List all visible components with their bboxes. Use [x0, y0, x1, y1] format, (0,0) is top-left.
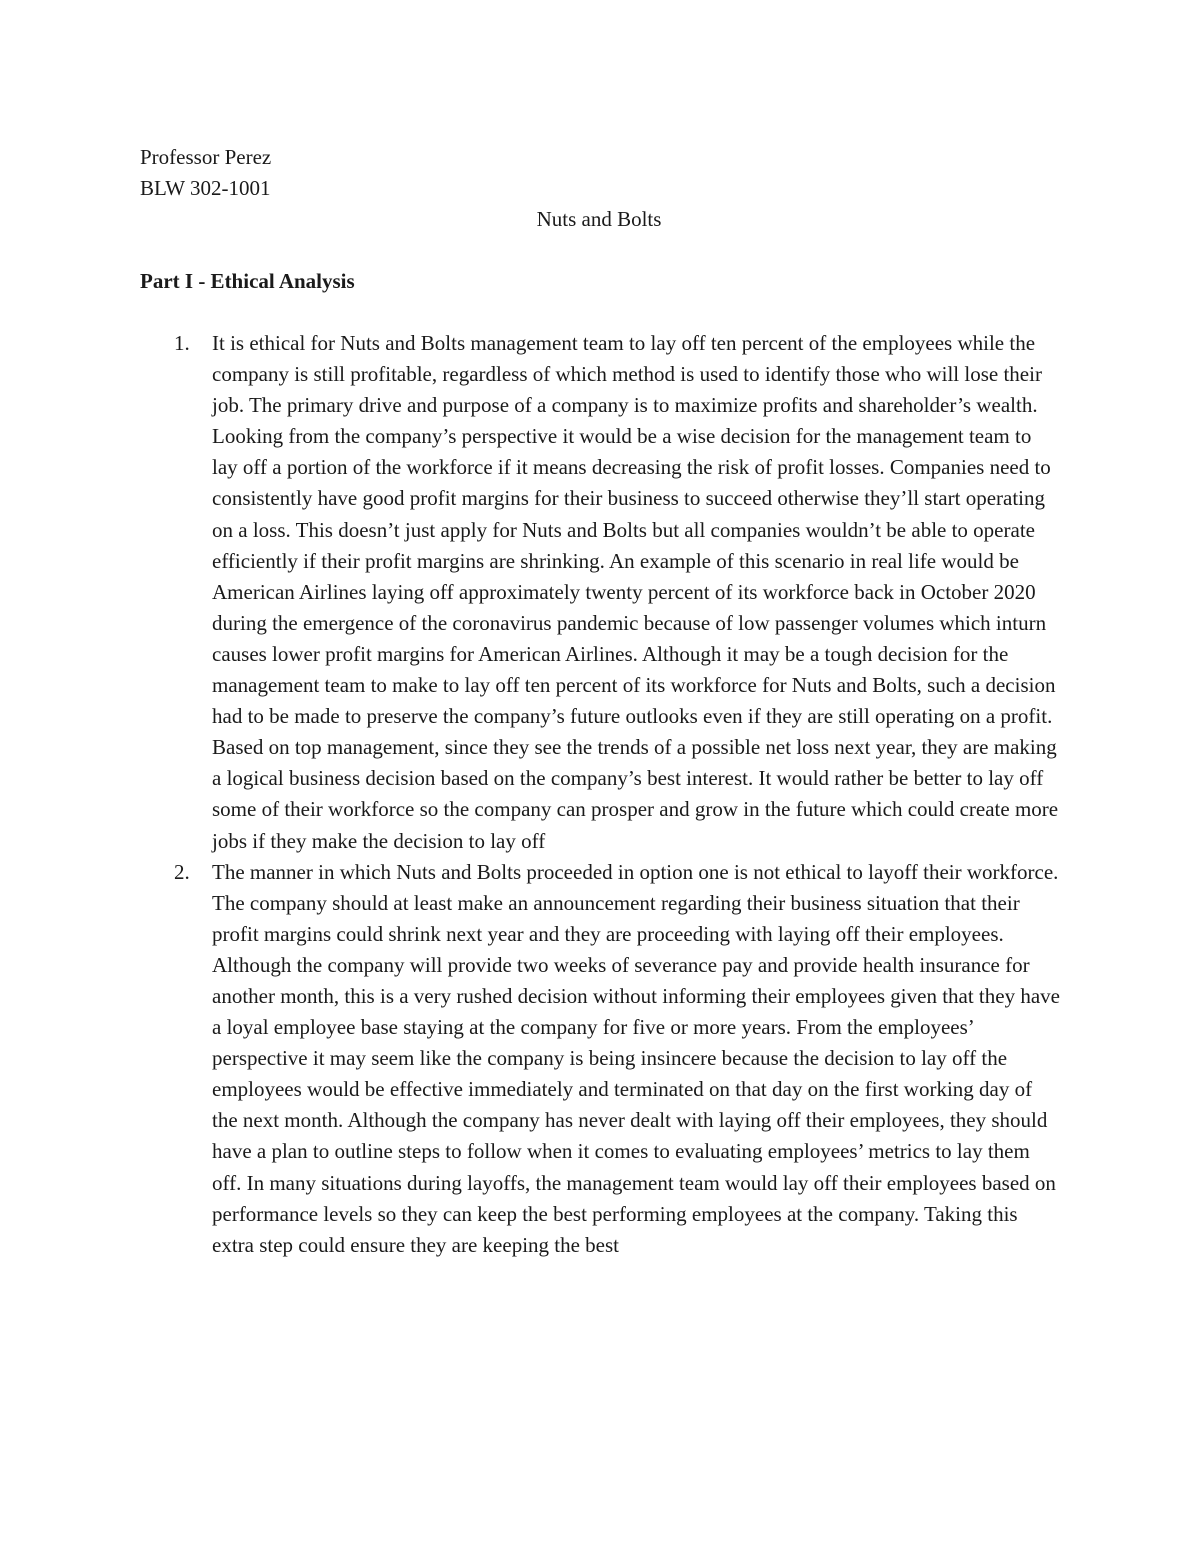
- professor-name: Professor Perez: [140, 145, 272, 169]
- list-item: [140, 328, 1060, 857]
- section-heading: Part I - Ethical Analysis: [140, 269, 355, 293]
- document-title: Nuts and Bolts: [536, 207, 662, 231]
- list-item-text: The manner in which Nuts and Bolts proceeded in option one is not ethical to layoff their workforce. The company should at least make an announcement regarding their business situation that their profit margins could shrink next year and they are proceeding with laying off their employees. Although the company will provide two weeks of severance pay and provide health insurance for another month, this is a very rushed decision without informing their employees given that they have a loyal employee base staying at the company for five or more years. From the employees’ perspective it may seem like the company is being insincere because the decision to lay off the employees would be effective immediately and terminated on that day on the first working day of the next month. Although the company has never dealt with laying off their employees, they should have a plan to outline steps to follow when it comes to evaluating employees’ metrics to lay them off. In many situations during layoffs, the management team would lay off their employees based on performance levels so they can keep the best performing employees at the company. Taking this extra step could ensure they are keeping the best: [212, 859, 1060, 1257]
- course-code: BLW 302-1001: [140, 176, 271, 200]
- analysis-list: [140, 328, 1060, 1261]
- list-item-number: 2.: [174, 859, 190, 884]
- list-item-number: 1.: [174, 331, 190, 355]
- list-item-text: It is ethical for Nuts and Bolts management team to lay off ten percent of the employees while the company is still profitable, regardless of which method is used to identify those who will lose their job. The primary drive and purpose of a company is to maximize profits and shareholder’s wealth. Looking from the company’s perspective it would be a wise decision for the management team to lay off a portion of the workforce if it means decreasing the risk of profit losses. Companies need to consistently have good profit margins for their business to succeed otherwise they’ll start operating on a loss. This doesn’t just apply for Nuts and Bolts but all companies wouldn’t be able to operate efficiently if their profit margins are shrinking. An example of this scenario in real life would be American Airlines laying off approximately twenty percent of its workforce back in October 2020 during the emergence of the coronavirus pandemic because of low passenger volumes which inturn causes lower profit margins for American Airlines. Although it may be a tough decision for the management team to make to lay off ten percent of its workforce for Nuts and Bolts, such a decision had to be made to preserve the company’s future outlooks even if they are still operating on a profit. Based on top management, since they see the trends of a possible net loss next year, they are making a logical business decision based on the company’s best interest. It would rather be better to lay off some of their workforce so the company can prosper and grow in the future which could create more jobs if they make the decision to lay off: [212, 331, 1059, 853]
- list-item: [140, 857, 1060, 1261]
